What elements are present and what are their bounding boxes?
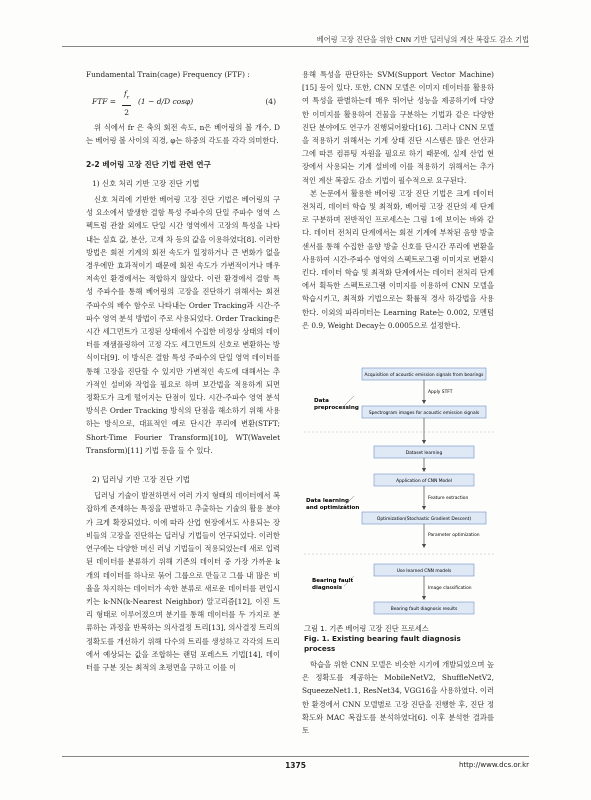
header-rule (62, 46, 529, 47)
equation-body: (1 − d/D cosφ) (138, 97, 194, 107)
arrow-stft-label: Apply STFT (428, 390, 453, 395)
subsection-heading-2: 2) 딥러닝 기반 고장 진단 기법 (92, 475, 190, 485)
box-spectrogram-label: Spectrogram images for acoustic emission signals (368, 411, 480, 416)
subsection-heading-1: 1) 신호 처리 기반 고장 진단 기법 (92, 178, 200, 188)
equation-den: 2 (124, 107, 129, 117)
stage-label-preprocessing: Data preprocessing (314, 398, 359, 411)
subsection-2-body: 딥러닝 기술이 발전하면서 여러 가지 형태의 데이터에서 복잡하게 존재하는 특징을 판별하고 추출하는 기술의 활용 분야가 크게 확장되었다. 이에 따라 산업 현장에서도 사용되는 장비들의 고장을 진단하는 딥러닝 기법들이 연구되었다. 이러한 연구에는 다양한 머신 러닝 기법들이 적용되었는데 새로 입력된 데이터를 분류하기 위해 기존의 데이터 중 가장 가까운 k개의 데이터를 하나로 묶어 그룹으로 만들고 그룹 내 많은 비율을 차지하는 데이터가 속한 분류로 새로운 데이터를 편입시키는 k-NN(k-Nearest Neighbor) 알고리즘[12], 이진 트리 형태로 이루어졌으며 분기를 통해 데이터를 두 가지로 분류하는 과정을 반복하는 의사결정 트리[13], 의사결정 트리의 정확도를 개선하기 위해 다수의 트리를 생성하고 각각의 트리에서 예상되는 값을 조합하는 랜덤 포레스트 기법[14], 데이터를 구분 짓는 최적의 초평면을 구하고 이를 이 (86, 491, 280, 672)
right-column (302, 68, 494, 332)
box-dataset-learning-label: Dataset learning (405, 451, 443, 456)
figure-caption (304, 624, 494, 654)
arrow-parameter-label: Parameter optimization (428, 533, 480, 538)
stage-label-diagnosis: Bearing fault diagnosis (312, 578, 354, 591)
box-results-label: Bearing fault diagnosis results (390, 607, 458, 612)
caption-korean: 그림 1. 기존 베어링 고장 진단 프로세스 (304, 624, 429, 633)
box-use-learned-label: Use learned CNN models (396, 569, 452, 574)
equation-lhs: FTF = (92, 97, 117, 107)
process-diagram (304, 366, 494, 618)
equation-number: (4) (265, 97, 276, 107)
box-acquisition-label: Acquisition of acoustic emission signals from bearings (364, 373, 484, 378)
box-optimization-label: Optimization(Stochastic Gradient Descent) (376, 517, 472, 522)
figure-1 (304, 366, 494, 618)
journal-url[interactable]: http://www.dcs.or.kr (458, 761, 529, 769)
box-cnn-model-label: Application of CNN Model (396, 479, 452, 484)
equation-fraction (122, 87, 131, 119)
right-paragraph-1: 용해 특성을 판단하는 SVM(Support Vector Machine)[15] 등이 있다. 또한, CNN 모델은 이미지 데이터를 활용하여 특성을 판별하는데 매우 뛰어난 성능을 제공하기에 다양한 이미지를 활용하여 건물을 구분하는 기법과 같은 다양한 진단 분야에도 연구가 진행되어왔다[16]. 그러나 CNN 모델을 적용하기 위해서는 기계 상태 진단 시스템은 많은 연산과 그에 따른 컴퓨팅 자원을 필요로 하기 때문에, 실제 산업 현장에서 사용되는 기계 설비에 이를 적용하기 위해서는 추가적인 계산 복잡도 감소 기법이 필수적으로 요구된다. (302, 70, 494, 185)
caption-english: Fig. 1. Existing bearing fault diagnosis process (304, 634, 461, 653)
equation-4 (86, 81, 280, 121)
equation-num-sub: r (126, 94, 130, 101)
running-header: 베어링 고장 진단을 위한 CNN 기반 딥러닝의 계산 복잡도 감소 기법 (316, 35, 529, 44)
footer-rule (62, 756, 529, 757)
stage-label-learning: Data learning and optimization (306, 498, 360, 511)
ftf-title: Fundamental Train(cage) Frequency (FTF) : (86, 70, 250, 79)
equation-explanation: 위 식에서 fr 은 축의 회전 속도, n은 베어링의 볼 개수, D는 베어링 볼 사이의 직경, φ는 하중의 각도를 각각 의미한다. (86, 123, 280, 146)
subsection-1-body: 신호 처리에 기반한 베어링 고장 진단 기법은 베어링의 구성 요소에서 발생한 결함 특성 주파수의 단일 주파수 영역 스펙트럼 관찰 외에도 단일 시간 영역에서 고장의 특성을 나타내는 실효 값, 분산, 고재 차 등의 값을 이용하였다[8]. 이러한 방법은 회전 기계의 회전 속도가 일정하거나 큰 변화가 없을 경우에만 효과적이기 때문에 회전 속도가 가변적이거나 매우 저속인 환경에서는 적합하지 않았다. 이런 환경에서 결함 특성 주파수를 통해 베어링의 고장을 진단하기 위해서는 회전 주파수의 배수 함수로 나타내는 Order Tracking과 시간-주파수 영역 분석 방법이 주로 사용되었다. Order Tracking은 시간 세그먼트가 고정된 상태에서 수집한 비정상 상태의 데이터를 재샘플링하여 고정 각도 세그먼트의 신호로 변환하는 방식이다[9]. 이 방식은 결함 특성 주파수의 단일 영역 데이터를 통해 고장을 진단할 수 있지만 가변적인 속도에 대해서는 추가적인 설비와 작업을 필요로 하며 보간법을 적용하게 되면 정확도가 크게 떨어지는 단점이 있다. 시간-주파수 영역 분석 방식은 Order Tracking 방식의 단점을 해소하기 위해 사용하는 방식으로, 대표적인 예로 단시간 푸리에 변환(STFT; Short-Time Fourier Transform)[10], WT(Wavelet Transform)[11] 기법 등을 들 수 있다. (86, 195, 280, 455)
right-paragraph-2: 본 논문에서 활용한 베어링 고장 진단 기법은 크게 데이터 전처리, 데이터 학습 및 최적화, 베어링 고장 진단의 세 단계로 구분하며 전반적인 프로세스는 그림 1에 보이는 바와 같다. 데이터 전처리 단계에서는 회전 기계에 부착된 음향 방출 센서를 통해 수집한 음향 방출 신호를 단시간 푸리에 변환을 사용하여 시간-주파수 영역의 스펙트로그램 이미지로 변환시킨다. 데이터 학습 및 최적화 단계에서는 데이터 전처리 단계에서 획득한 스펙트로그램 이미지를 이용하여 CNN 모델을 학습시키고, 최적화 기법으로는 확률적 경사 하강법을 사용한다. 이외의 파라미터는 Learning Rate는 0.002, 모멘텀은 0.9, Weight Decay는 0.0005으로 설정한다. (302, 188, 494, 330)
right-paragraph-3: 학습을 위한 CNN 모델은 비슷한 시기에 개발되었으며 높은 정확도를 제공하는 MobileNetV2, ShuffleNetV2, SqueezeNet1.1, ResNet34, VGG16을 사용하였다. 이러한 환경에서 CNN 모델별로 고장 진단을 진행한 후, 진단 정확도와 MAC 복잡도를 분석하였다[6]. 이후 분석한 결과를 토 (302, 660, 494, 736)
arrow-classification-label: Image classification (428, 586, 472, 591)
left-column (86, 68, 280, 674)
equation-num: f (124, 89, 127, 99)
arrow-feature-label: Feature extraction (428, 496, 469, 501)
page-number: 1375 (285, 761, 306, 770)
section-heading: 2-2 베어링 고장 진단 기법 관련 연구 (86, 159, 211, 169)
